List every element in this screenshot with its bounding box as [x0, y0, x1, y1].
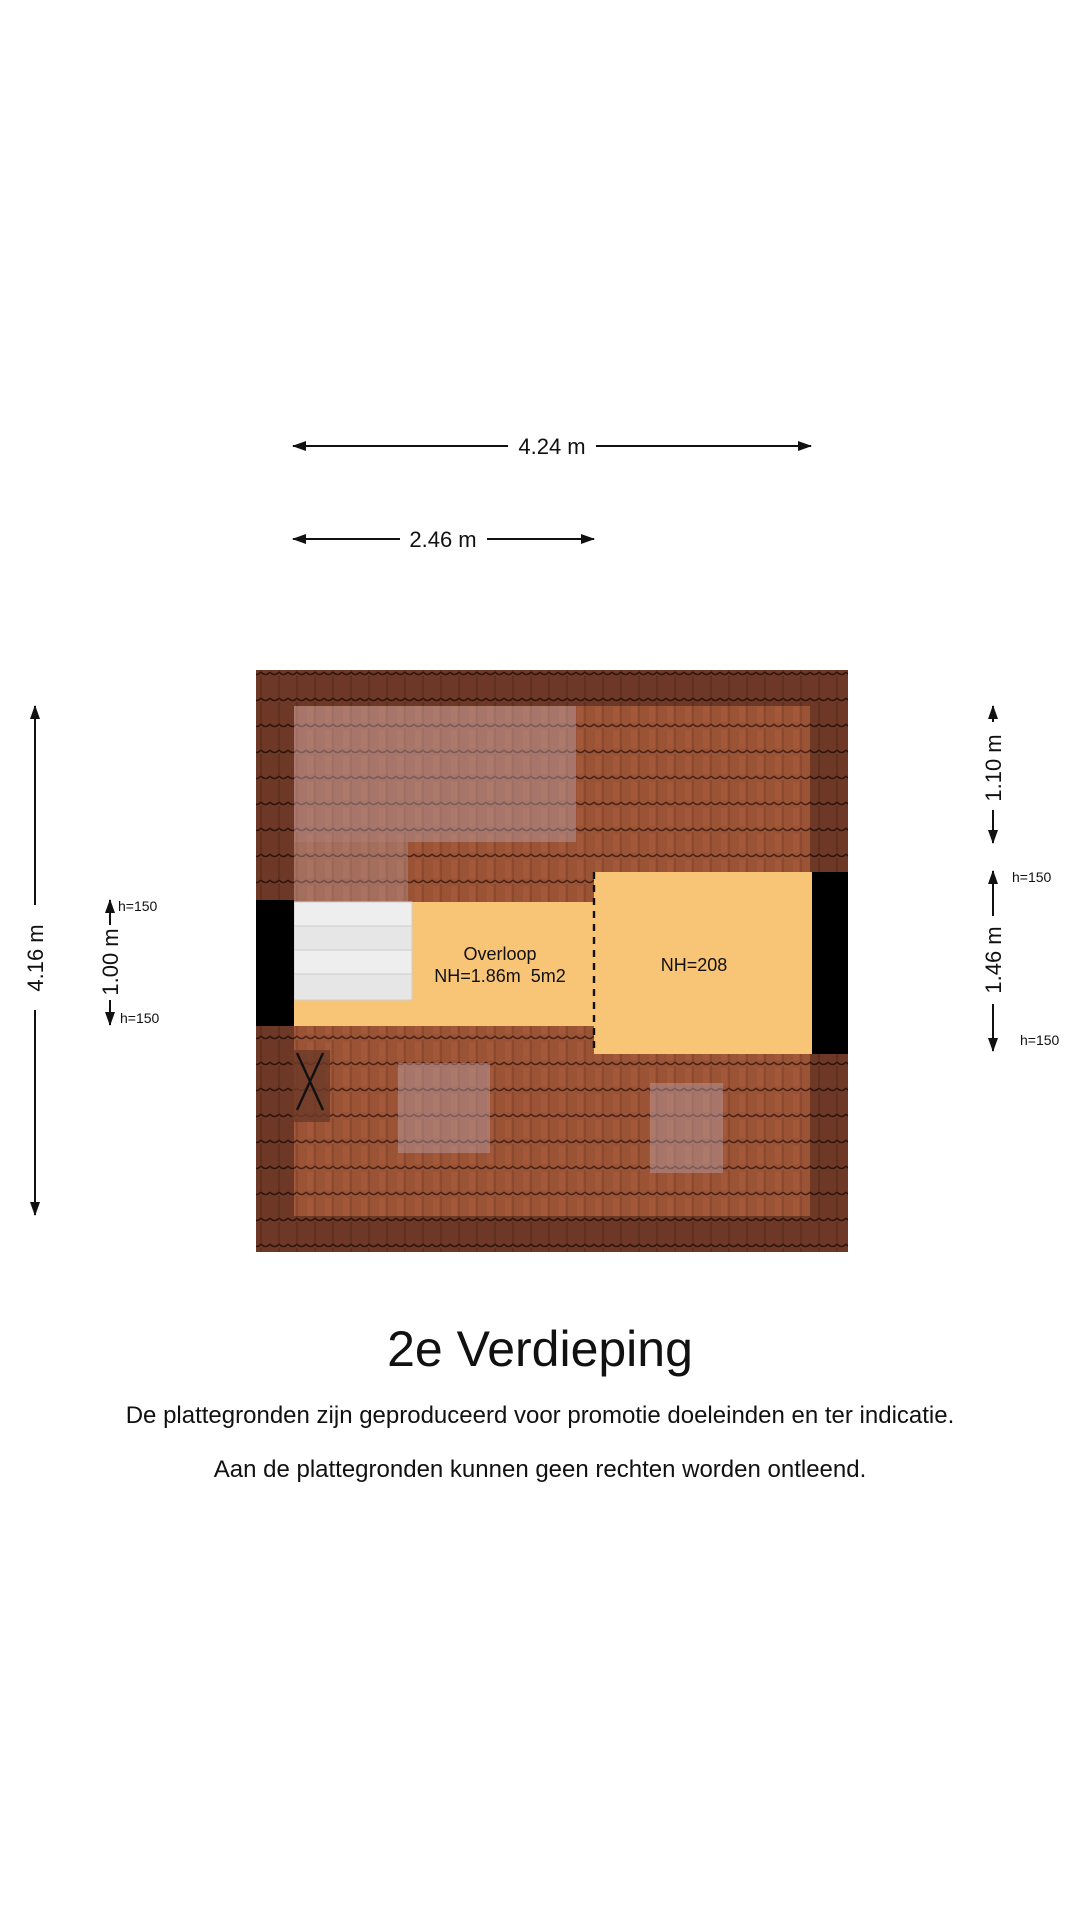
height-mark-left-top: h=150 [118, 898, 158, 914]
stair-step [294, 974, 412, 1000]
dimension-right-upper [981, 706, 1006, 843]
disclaimer-line-1: De plattegronden zijn geproduceerd voor promotie doeleinden en ter indicatie. [125, 1402, 955, 1429]
dimension-left-opening [98, 898, 160, 1026]
roof-overlay-upper-step [294, 842, 408, 902]
dimension-stair-width [293, 527, 594, 552]
dimension-label-right-lower: 1.46 m [981, 926, 1006, 994]
dimension-label-overall-depth: 4.16 m [23, 924, 48, 992]
stair-step [294, 950, 412, 974]
height-mark-right-bottom: h=150 [1020, 1032, 1060, 1048]
stair-step [294, 926, 412, 950]
wall-right [812, 872, 848, 1054]
dimension-overall-depth [23, 706, 48, 1215]
dimension-overall-width [293, 434, 811, 459]
staircase [294, 902, 412, 1000]
dimension-label-right-upper: 1.10 m [981, 734, 1006, 802]
height-mark-left-bottom: h=150 [120, 1010, 160, 1026]
room-info-right-room: NH=208 [660, 955, 728, 975]
roof-window-right [650, 1083, 723, 1173]
room-name-overloop: Overloop [463, 944, 537, 964]
stair-step [294, 902, 412, 926]
floor-title: 2e Verdieping [387, 1321, 693, 1377]
hatch-cross-icon [292, 1050, 330, 1122]
disclaimer-line-2: Aan de plattegronden kunnen geen rechten worden ontleend. [213, 1456, 867, 1483]
dimension-label-stair-width: 2.46 m [409, 527, 477, 552]
roof-overlay-upper [294, 706, 576, 842]
dimension-label-left-opening: 1.00 m [98, 928, 123, 996]
dimension-label-overall-width: 4.24 m [518, 434, 586, 459]
roof-plan [256, 670, 848, 1252]
wall-left [256, 900, 294, 1026]
height-mark-right-top: h=150 [1012, 869, 1052, 885]
roof-window-left [398, 1063, 490, 1153]
dimension-right-lower [981, 869, 1060, 1051]
room-info-overloop: NH=1.86m 5m2 [434, 966, 566, 986]
